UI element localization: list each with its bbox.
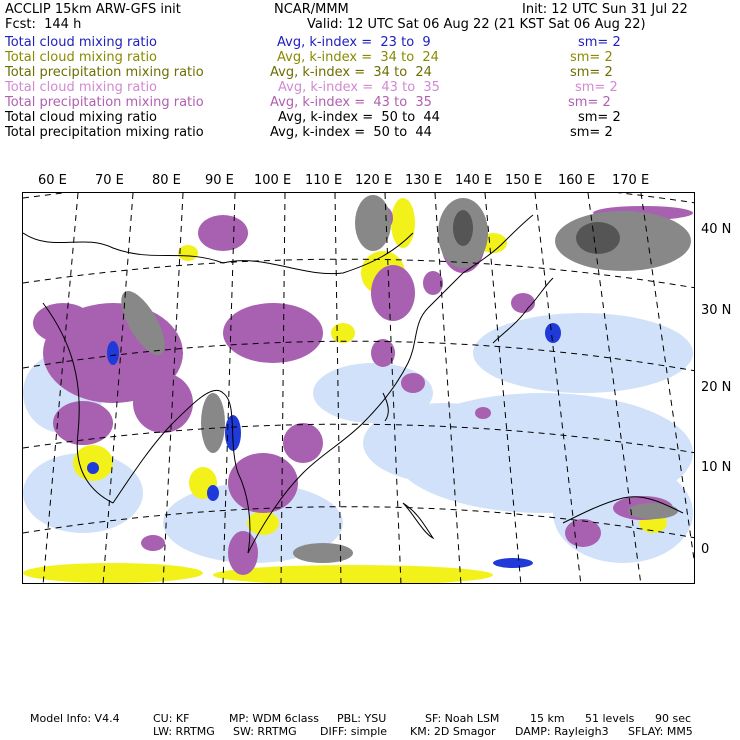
legend-avg: Avg, k-index = 43 to 35 [270, 95, 432, 110]
legend-field: Total cloud mixing ratio [5, 35, 158, 50]
legend-field: Total cloud mixing ratio [5, 50, 158, 65]
legend-sm: sm= 2 [570, 125, 613, 140]
legend-row [5, 95, 740, 110]
lat-label: 20 N [701, 380, 732, 395]
footer-item: DIFF: simple [320, 725, 388, 738]
legend-row [5, 35, 740, 50]
legend-avg: Avg, k-index = 50 to 44 [278, 110, 440, 125]
legend-field: Total precipitation mixing ratio [5, 95, 204, 110]
lon-label: 60 E [38, 173, 67, 188]
map-canvas [23, 193, 695, 584]
lon-label: 160 E [558, 173, 596, 188]
legend-sm: sm= 2 [575, 80, 618, 95]
footer-item: SW: RRTMG [233, 725, 297, 738]
footer-item: MP: WDM 6class [229, 712, 319, 725]
lon-label: 100 E [254, 173, 292, 188]
legend-field: Total cloud mixing ratio [5, 110, 158, 125]
valid-time: Valid: 12 UTC Sat 06 Aug 22 (21 KST Sat 06 Aug 22) [307, 17, 646, 32]
forecast-hour: Fcst: 144 h [5, 17, 82, 32]
legend-sm: sm= 2 [578, 35, 621, 50]
footer-item: SF: Noah LSM [425, 712, 500, 725]
footer-item: 51 levels [585, 712, 635, 725]
footer-item: 15 km [530, 712, 565, 725]
lon-label: 120 E [355, 173, 393, 188]
legend-row [5, 50, 740, 65]
footer-item: Model Info: V4.4 [30, 712, 120, 725]
footer-item: SFLAY: MM5 [628, 725, 693, 738]
lat-label: 30 N [701, 303, 732, 318]
legend-sm: sm= 2 [568, 95, 611, 110]
legend-row [5, 110, 740, 125]
legend-avg: Avg, k-index = 23 to 9 [277, 35, 431, 50]
model-title: ACCLIP 15km ARW-GFS init [5, 2, 181, 17]
lon-label: 110 E [305, 173, 343, 188]
legend-avg: Avg, k-index = 43 to 35 [278, 80, 440, 95]
legend-field: Total cloud mixing ratio [5, 80, 158, 95]
lon-label: 150 E [505, 173, 543, 188]
lat-label: 10 N [701, 460, 732, 475]
footer-item: 90 sec [655, 712, 692, 725]
legend-sm: sm= 2 [570, 65, 613, 80]
lon-label: 130 E [405, 173, 443, 188]
lon-label: 70 E [95, 173, 124, 188]
organization: NCAR/MMM [274, 2, 349, 17]
lat-label: 40 N [701, 222, 732, 237]
legend-row [5, 65, 740, 80]
legend-row [5, 125, 740, 140]
legend-avg: Avg, k-index = 50 to 44 [270, 125, 432, 140]
footer-item: DAMP: Rayleigh3 [515, 725, 609, 738]
footer-item: LW: RRTMG [153, 725, 215, 738]
footer-item: KM: 2D Smagor [410, 725, 496, 738]
legend-avg: Avg, k-index = 34 to 24 [277, 50, 439, 65]
footer-item: PBL: YSU [337, 712, 387, 725]
legend-avg: Avg, k-index = 34 to 24 [270, 65, 432, 80]
legend-field: Total precipitation mixing ratio [5, 65, 204, 80]
lat-label: 0 [701, 542, 710, 557]
lon-label: 170 E [612, 173, 650, 188]
legend-sm: sm= 2 [570, 50, 613, 65]
legend-field: Total precipitation mixing ratio [5, 125, 204, 140]
lon-label: 80 E [152, 173, 181, 188]
lon-label: 140 E [455, 173, 493, 188]
forecast-map [22, 192, 695, 584]
legend-row [5, 80, 740, 95]
lon-label: 90 E [205, 173, 234, 188]
init-time: Init: 12 UTC Sun 31 Jul 22 [522, 2, 688, 17]
hydrometeor-fields [23, 195, 693, 584]
footer-item: CU: KF [153, 712, 190, 725]
legend-sm: sm= 2 [578, 110, 621, 125]
